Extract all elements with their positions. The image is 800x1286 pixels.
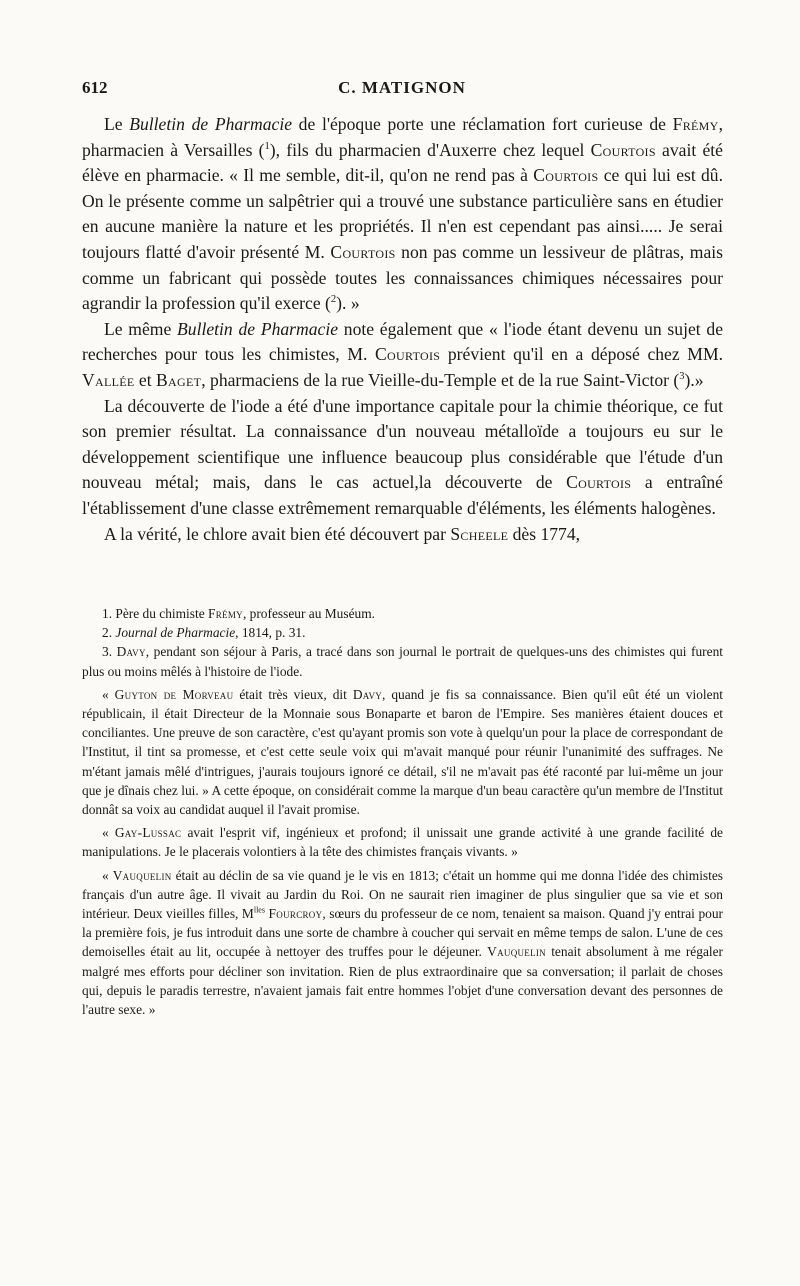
text-run: de l'époque porte une réclamation fort curieuse de (292, 114, 673, 134)
text-run: , sœurs du professeur de ce nom, tenaient sa maison. Quand j'y entrai pour la première fois, je fus introduit dans une sorte de chambre à coucher qui servait en même temps de salon. L'une de ces demoiselles était au lit, occupée à nettoyer des truffes pour le déjeuner. (82, 906, 723, 960)
person-name: Gay-Lussac (114, 825, 182, 841)
footnote-2 (82, 623, 723, 642)
text-run: ), fils du pharmacien d'Auxerre chez lequel (269, 139, 591, 160)
superscript: lles (253, 905, 265, 915)
text-run: note également que « l'iode étant devenu un sujet de recherches pour tous les chimistes, M. (82, 318, 723, 365)
text-run: « (102, 825, 115, 841)
person-name: Courtois (590, 139, 656, 160)
text-run: , pendant son séjour à Paris, a tracé dans son journal le portrait de quelques-uns des chimistes qui furent plus ou moins mêlés à l'histoire de l'iode. (82, 644, 723, 679)
text-run: Le (104, 114, 130, 134)
person-name: Courtois (533, 165, 599, 186)
person-name: Scheele (450, 523, 509, 544)
person-name: Baget (156, 369, 202, 390)
paragraph-2 (82, 317, 723, 394)
text-run: , 1814, p. 31. (235, 625, 306, 641)
text-run: tenait absolument à me régaler malgré mes efforts pour décliner son invitation. Rien de plus extraordinaire que sa conversation; il parlait de choses qui, depuis le paradis terrestre, n'avaient jamais fait entre hommes l'objet d'une conversation devant des personnes de l'autre sexe. » (82, 944, 724, 1018)
text-run: La découverte de l'iode a été d'une importance capitale pour la chimie théorique, ce fut son premier résultat. La connaissance d'un nouveau métalloïde a toujours eu sur le développement scientifique une influence beaucoup plus considérable que l'étude d'un nouveau métal; mais, dans le cas actuel,la découverte de (82, 395, 723, 493)
footnote-3 (82, 642, 723, 680)
text-run: A la vérité, le chlore avait bien été découvert par (104, 523, 451, 544)
text-run: , pharmacien à Versailles ( (82, 114, 723, 160)
text-run: « (102, 686, 115, 702)
page-number: 612 (82, 78, 108, 97)
person-name: Frémy (672, 114, 719, 134)
footnote-1 (82, 604, 723, 623)
italic-title: Bulletin de Pharmacie (129, 114, 293, 134)
person-name: Courtois (330, 241, 396, 262)
text-run: , pharmaciens de la rue Vieille-du-Temple et de la rue Saint-Victor ( (201, 369, 680, 390)
footnote-3-quote-gay-lussac (82, 823, 723, 861)
paragraph-3 (82, 394, 723, 522)
text-run: avait l'esprit vif, ingénieux et profond; il unissait une grande activité à une grande facilité de manipulations. Je le placerais volontiers à la tête des chimistes français vivants. » (82, 825, 724, 860)
person-name: Courtois (566, 472, 632, 493)
text-run: et (134, 369, 156, 390)
text-run: ce qui lui est dû. On le présente comme un salpêtrier qui a trouvé une substance particulière sans en étudier en aucune manière la nature et les propriétés. Il n'en est cependant pas ainsi..... Je serai toujours flatté d'avoir présenté M. (82, 165, 724, 262)
footnote-ref: 1 (264, 140, 270, 152)
text-run: 2. (102, 625, 116, 641)
text-run: 1. Père du chimiste (102, 606, 208, 621)
footnote-ref: 2 (330, 294, 337, 306)
main-text (82, 112, 723, 547)
footnote-3-quote-guyton (82, 685, 723, 819)
person-name: Vauquelin (112, 867, 172, 883)
text-run: , professeur au Muséum. (242, 606, 375, 621)
text-run: ). » (336, 293, 360, 314)
text-run: « (102, 867, 113, 883)
footnotes (82, 604, 723, 1019)
person-name: Fourcroy (268, 906, 323, 922)
person-name: Davy (352, 686, 383, 702)
text-run: dès 1774, (508, 523, 581, 544)
person-name: Vauquelin (487, 944, 546, 960)
person-name: Davy (116, 644, 146, 660)
text-run: prévient qu'il en a déposé chez MM. (440, 344, 723, 365)
text-run: 3. (102, 644, 117, 660)
footnote-ref: 3 (679, 371, 685, 383)
person-name: Vallée (82, 369, 135, 390)
text-run: était au déclin de sa vie quand je le vis en 1813; c'était un homme qui me donna l'idée des chimistes français d'un autre âge. Il vivait au Jardin du Roi. On ne saurait rien imaginer de plus singulier que sa vie et son intérieur. Deux vieilles filles, M (82, 867, 723, 922)
paragraph-4 (82, 522, 723, 548)
text-run: a entraîné l'établissement d'une classe extrêmement remarquable d'éléments, les éléments halogènes. (82, 472, 723, 518)
person-name: Courtois (375, 344, 441, 365)
text-run: Le même (104, 318, 178, 339)
italic-title: Bulletin de Pharmacie (177, 318, 339, 339)
text-run: non pas comme un lessiveur de plâtras, mais comme un fabricant qui possède toutes les connaissances chimiques nécessaires pour agrandir la profession qu'il exerce ( (82, 241, 723, 314)
running-title: C. MATIGNON (338, 78, 466, 97)
person-name: Guyton de Morveau (114, 686, 234, 702)
footnote-3-quote-vauquelin (82, 866, 723, 1020)
text-run: ).» (684, 369, 704, 390)
page-header (82, 78, 722, 100)
person-name: Frémy (208, 606, 243, 621)
italic-title: Journal de Pharmacie (115, 625, 236, 641)
paragraph-1 (82, 112, 723, 317)
text-run: , quand je fis sa connaissance. Bien qu'il eût été un violent républicain, il était Directeur de la Monnaie sous Bonaparte et baron de l'Empire. Ses manières étaient douces et conciliantes. Une preuve de son caractère, c'est qu'ayant promis son vote à quelqu'un pour la place de correspondant de l'Institut, il tint sa promesse, et c'est cette seule voix qui m'avait manqué pour réunir l'unanimité des suffrages. Ne m'étant jamais mêlé d'intrigues, j'aurais toujours ignoré ce détail, s'il ne m'avait pas été raconté par lui-même un jour que je dînais chez lui. » A cette époque, on considérait comme la marque d'un beau caractère qu'un membre de l'Institut donnât sa voix au candidat auquel il l'avait promise. (82, 686, 723, 818)
text-run: était très vieux, dit (233, 686, 353, 702)
text-run: avait été élève en pharmacie. « Il me semble, dit-il, qu'on ne rend pas à (82, 139, 723, 186)
